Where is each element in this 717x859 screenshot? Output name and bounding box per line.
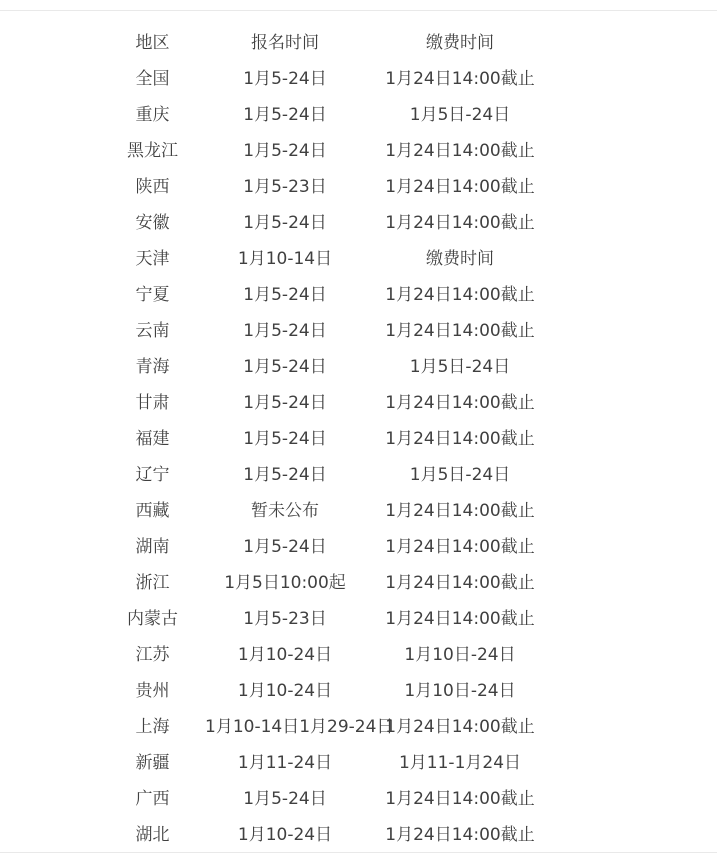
table-row [100, 61, 555, 97]
region-cell: 安徽 [135, 213, 170, 233]
table-row [100, 133, 555, 169]
payment-time-cell: 1月24日14:00截止 [385, 321, 535, 341]
registration-time-cell: 1月5-23日 [243, 177, 327, 197]
region-cell: 辽宁 [135, 465, 170, 485]
region-cell: 上海 [135, 717, 170, 737]
table-row [100, 493, 555, 529]
region-cell: 重庆 [135, 105, 170, 125]
region-cell: 贵州 [135, 681, 170, 701]
registration-time-cell: 1月10-24日 [237, 681, 333, 701]
payment-time-cell: 1月24日14:00截止 [385, 69, 535, 89]
registration-time-cell: 1月5-24日 [243, 141, 327, 161]
payment-time-cell: 1月5日-24日 [409, 357, 511, 377]
table-row [100, 313, 555, 349]
payment-time-cell: 1月24日14:00截止 [385, 141, 535, 161]
table-row [100, 781, 555, 817]
payment-time-cell: 1月10日-24日 [404, 681, 516, 701]
region-cell: 西藏 [135, 501, 170, 521]
region-cell: 浙江 [135, 573, 170, 593]
table-row [100, 529, 555, 565]
region-cell: 青海 [135, 357, 170, 377]
registration-time-cell: 1月11-24日 [237, 753, 333, 773]
bottom-divider [0, 852, 717, 853]
registration-time-cell: 1月10-24日 [237, 825, 333, 845]
table-row [100, 169, 555, 205]
registration-time-cell: 1月5-23日 [243, 609, 327, 629]
table-row [100, 277, 555, 313]
table-row [100, 97, 555, 133]
table-row [100, 421, 555, 457]
table-row [100, 385, 555, 421]
table-row [100, 205, 555, 241]
payment-time-cell: 1月24日14:00截止 [385, 285, 535, 305]
payment-time-cell: 1月24日14:00截止 [385, 537, 535, 557]
table-row [100, 349, 555, 385]
payment-time-cell: 1月24日14:00截止 [385, 177, 535, 197]
table-row [100, 673, 555, 709]
region-cell: 湖北 [135, 825, 170, 845]
region-cell: 广西 [135, 789, 170, 809]
registration-time-cell: 1月10-14日 [237, 249, 333, 269]
region-cell: 宁夏 [135, 285, 170, 305]
table-row [100, 457, 555, 493]
top-divider [0, 10, 717, 11]
payment-time-cell: 1月24日14:00截止 [385, 825, 535, 845]
payment-time-cell: 1月24日14:00截止 [385, 717, 535, 737]
header-registration-time: 报名时间 [251, 33, 319, 53]
header-region: 地区 [135, 33, 170, 53]
region-cell: 甘肃 [135, 393, 170, 413]
payment-time-cell: 1月5日-24日 [409, 465, 511, 485]
payment-time-cell: 1月24日14:00截止 [385, 501, 535, 521]
payment-time-cell: 1月10日-24日 [404, 645, 516, 665]
region-cell: 福建 [135, 429, 170, 449]
payment-time-cell: 1月24日14:00截止 [385, 609, 535, 629]
payment-time-cell: 1月5日-24日 [409, 105, 511, 125]
registration-time-cell: 1月5-24日 [243, 213, 327, 233]
payment-time-cell: 1月24日14:00截止 [385, 429, 535, 449]
registration-time-cell: 1月5-24日 [243, 429, 327, 449]
registration-time-cell: 1月10-24日 [237, 645, 333, 665]
region-cell: 黑龙江 [127, 141, 178, 161]
table-row [100, 601, 555, 637]
registration-time-cell: 1月5-24日 [243, 105, 327, 125]
region-cell: 陕西 [135, 177, 170, 197]
region-cell: 新疆 [135, 753, 170, 773]
registration-time-cell: 1月5日10:00起 [224, 573, 346, 593]
table-row [100, 565, 555, 601]
registration-time-cell: 1月5-24日 [243, 465, 327, 485]
header-payment-time: 缴费时间 [426, 33, 494, 53]
table-row [100, 745, 555, 781]
exam-schedule-table [100, 25, 555, 853]
region-cell: 江苏 [135, 645, 170, 665]
payment-time-cell: 1月24日14:00截止 [385, 789, 535, 809]
region-cell: 天津 [135, 249, 170, 269]
registration-time-cell: 1月5-24日 [243, 285, 327, 305]
registration-time-cell: 暂未公布 [251, 501, 319, 521]
region-cell: 湖南 [135, 537, 170, 557]
registration-time-cell: 1月10-14日1月29-24日 [205, 717, 394, 737]
region-cell: 内蒙古 [127, 609, 178, 629]
payment-time-cell: 1月11-1月24日 [398, 753, 522, 773]
payment-time-cell: 缴费时间 [426, 249, 494, 269]
region-cell: 云南 [135, 321, 170, 341]
payment-time-cell: 1月24日14:00截止 [385, 213, 535, 233]
table-row [100, 637, 555, 673]
table-row [100, 817, 555, 853]
registration-time-cell: 1月5-24日 [243, 69, 327, 89]
region-cell: 全国 [135, 69, 170, 89]
table-row [100, 709, 555, 745]
registration-time-cell: 1月5-24日 [243, 537, 327, 557]
payment-time-cell: 1月24日14:00截止 [385, 393, 535, 413]
table-row [100, 241, 555, 277]
header-row [100, 25, 555, 61]
registration-time-cell: 1月5-24日 [243, 393, 327, 413]
payment-time-cell: 1月24日14:00截止 [385, 573, 535, 593]
registration-time-cell: 1月5-24日 [243, 789, 327, 809]
registration-time-cell: 1月5-24日 [243, 357, 327, 377]
registration-time-cell: 1月5-24日 [243, 321, 327, 341]
